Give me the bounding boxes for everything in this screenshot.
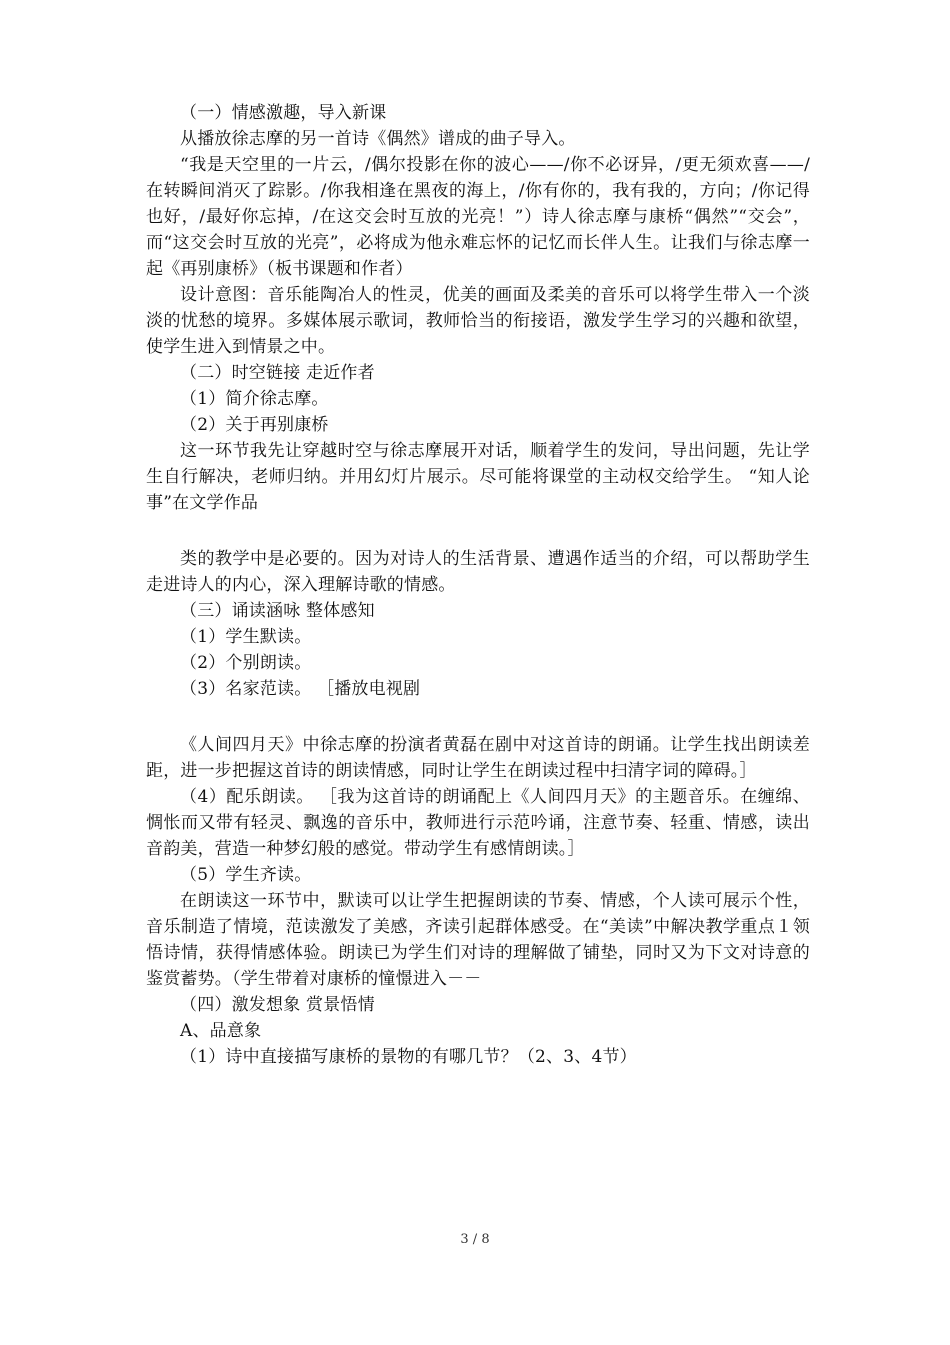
poem-quote-paragraph: “我是天空里的一片云，/偶尔投影在你的波心——/你不必讶异，/更无须欢喜——/在转瞬间消灭了踪影。/你我相逢在黑夜的海上，/你有你的，我有我的，方向；/你记得也好，/最好你忘掉，/在这交会时互放的光亮！”）诗人徐志摩与康桥“偶然”“交会”，而“这交会时互放的光亮”，必将成为他永难忘怀的记忆而长伴人生。让我们与徐志摩一起《再别康桥》（板书课题和作者） [146,155,810,279]
list-item: （4）配乐朗读。 ［我为这首诗的朗诵配上《人间四月天》的主题音乐。在缠绵、惆怅而又带有轻灵、飘逸的音乐中，教师进行示范吟诵，注意节奏、轻重、情感，读出音韵美，营造一种梦幻般的感觉。带动学生有感情朗读。］ [146,787,810,859]
list-item: （1）简介徐志摩。 [180,389,329,409]
list-item: （2）个别朗读。 [180,653,312,673]
list-item: （3）名家范读。 ［播放电视剧 [180,679,421,699]
section-heading-2: （二）时空链接 走近作者 [180,363,375,383]
list-item: （5）学生齐读。 [180,865,312,885]
list-item: （1）学生默读。 [180,627,312,647]
paragraph: 从播放徐志摩的另一首诗《偶然》谱成的曲子导入。 [180,129,576,149]
section-heading-1: （一）情感激趣，导入新课 [180,103,387,123]
section-heading-3: （三）诵读涵咏 整体感知 [180,601,375,621]
design-intent-paragraph: 设计意图：音乐能陶冶人的性灵，优美的画面及柔美的音乐可以将学生带入一个淡淡的忧愁的境界。多媒体展示歌词，教师恰当的衔接语，激发学生学习的兴趣和欲望，使学生进入到情景之中。 [146,285,810,357]
section-heading-4: （四）激发想象 赏景悟情 [180,995,375,1015]
list-item: （1）诗中直接描写康桥的景物的有哪几节？（2、3、4节） [180,1047,637,1067]
paragraph: 这一环节我先让穿越时空与徐志摩展开对话，顺着学生的发问，导出问题，先让学生自行解决，老师归纳。并用幻灯片展示。尽可能将课堂的主动权交给学生。 “知人论事”在文学作品 [146,441,810,513]
list-item: （2）关于再别康桥 [180,415,329,435]
paragraph: 在朗读这一环节中，默读可以让学生把握朗读的节奏、情感，个人读可展示个性，音乐制造了情境，范读激发了美感，齐读引起群体感受。在“美读”中解决教学重点１领悟诗情，获得情感体验。朗读已为学生们对诗的理解做了铺垫，同时又为下文对诗意的鉴赏蓄势。（学生带着对康桥的憧憬进入－－ [146,891,810,989]
subheading: A、品意象 [180,1021,262,1041]
document-body [146,100,810,1070]
page-number: 3 / 8 [460,1232,490,1247]
paragraph: 《人间四月天》中徐志摩的扮演者黄磊在剧中对这首诗的朗诵。让学生找出朗读差距，进一步把握这首诗的朗读情感，同时让学生在朗读过程中扫清字词的障碍。］ [146,735,810,781]
paragraph: 类的教学中是必要的。因为对诗人的生活背景、遭遇作适当的介绍，可以帮助学生走进诗人的内心，深入理解诗歌的情感。 [146,549,810,595]
